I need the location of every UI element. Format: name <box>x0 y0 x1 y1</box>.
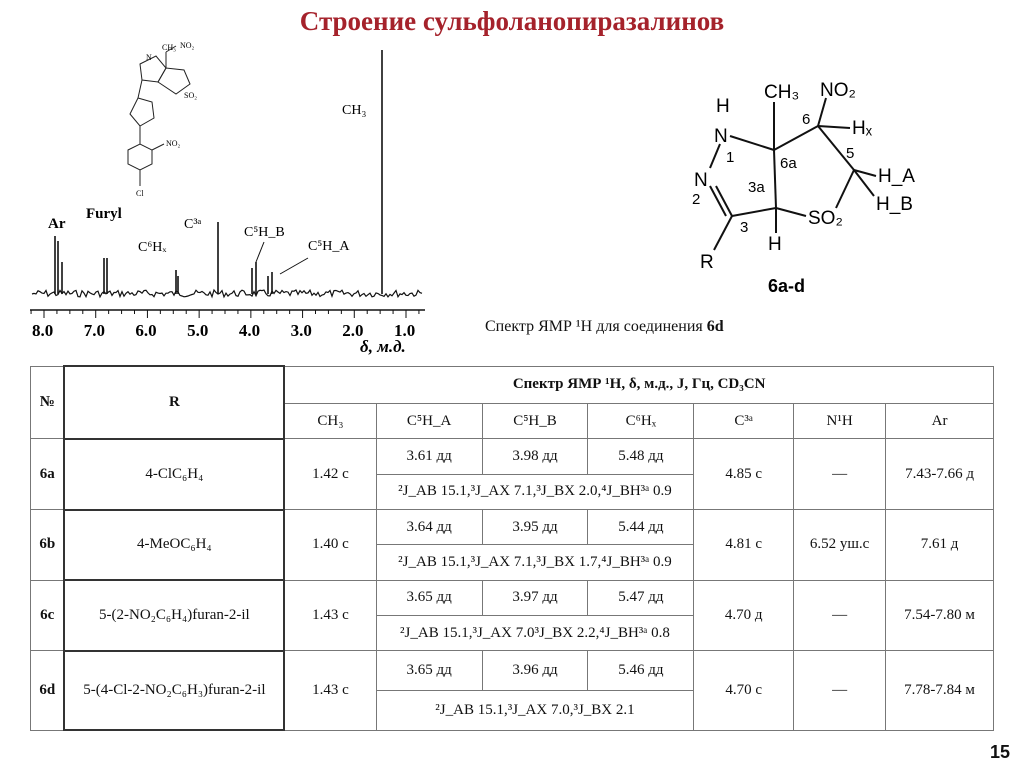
row-c3a: 4.85 с <box>694 439 794 510</box>
peak-label-ch3: CH₃ <box>342 103 367 118</box>
row-id: 6d <box>31 651 65 730</box>
table-row <box>31 510 994 545</box>
header-ch3: CH₃ <box>284 403 376 438</box>
row-c5hb: 3.95 дд <box>482 510 588 545</box>
row-coupling: ²J_AB 15.1,³J_AX 7.1,³J_BX 2.0,⁴J_BH³ᵃ 0.9 <box>376 474 694 509</box>
label-so2: SO₂ <box>808 208 843 229</box>
label-h-n1: H <box>716 96 730 117</box>
label-num6a: 6a <box>780 155 797 172</box>
row-ar: 7.61 д <box>886 510 994 581</box>
label-num1: 1 <box>726 149 735 166</box>
peak-label-c3a: C³ᵃ <box>184 217 202 232</box>
x-axis-tick-label: 6.0 <box>135 321 157 340</box>
label-hb: H_B <box>876 194 913 215</box>
row-c3a: 4.70 д <box>694 580 794 651</box>
x-axis-tick-label: 8.0 <box>32 321 54 340</box>
header-c6hx: C⁶Hₓ <box>588 403 694 438</box>
page-number: 15 <box>990 742 1011 762</box>
table-row <box>31 439 994 474</box>
inset-no2-label: NO₂ <box>180 41 195 50</box>
x-axis-tick-label: 1.0 <box>394 321 416 340</box>
header-group: Спектр ЯМР ¹H, δ, м.д., J, Гц, CD₃CN <box>284 366 993 403</box>
row-c3a: 4.70 с <box>694 651 794 730</box>
table-row <box>31 580 994 615</box>
label-n1: N <box>714 126 728 147</box>
row-coupling: ²J_AB 15.1,³J_AX 7.1,³J_BX 1.7,⁴J_BH³ᵃ 0.9 <box>376 545 694 580</box>
label-n2: N <box>694 170 708 191</box>
x-axis-ticks <box>31 310 419 318</box>
x-axis-tick-label: 5.0 <box>187 321 209 340</box>
row-c5ha: 3.64 дд <box>376 510 482 545</box>
label-no2: NO₂ <box>820 80 856 101</box>
header-ar: Ar <box>886 403 994 438</box>
row-ch3: 1.42 с <box>284 439 376 510</box>
row-c6hx: 5.44 дд <box>588 510 694 545</box>
spectrum-peaks <box>55 50 382 294</box>
row-c5hb: 3.96 дд <box>482 651 588 691</box>
label-num2: 2 <box>692 191 701 208</box>
row-c6hx: 5.47 дд <box>588 580 694 615</box>
label-hx: Hₓ <box>852 118 872 139</box>
row-coupling: ²J_AB 15.1,³J_AX 7.0,³J_BX 2.1 <box>376 690 694 730</box>
spectrum-baseline <box>32 290 422 297</box>
label-r: R <box>700 252 714 273</box>
label-num6: 6 <box>802 111 811 128</box>
row-r: 4-ClC₆H₄ <box>64 439 284 510</box>
x-axis-tick-label: 4.0 <box>238 321 261 340</box>
row-ar: 7.54-7.80 м <box>886 580 994 651</box>
row-n1h: 6.52 уш.с <box>794 510 886 581</box>
row-c5ha: 3.65 дд <box>376 580 482 615</box>
row-n1h: — <box>794 580 886 651</box>
row-coupling: ²J_AB 15.1,³J_AX 7.0³J_BX 2.2,⁴J_BH³ᵃ 0.8 <box>376 616 694 651</box>
nmr-spectrum <box>0 36 440 366</box>
header-r: R <box>64 366 284 439</box>
x-axis-tick-label: 7.0 <box>83 321 105 340</box>
peak-label-ar: Ar <box>48 216 66 232</box>
row-c5hb: 3.97 дд <box>482 580 588 615</box>
label-ch3: CH₃ <box>764 82 800 103</box>
x-axis-tick-label: 2.0 <box>342 321 364 340</box>
peak-label-c6hx: C⁶Hₓ <box>138 240 167 255</box>
row-c6hx: 5.48 дд <box>588 439 694 474</box>
row-c6hx: 5.46 дд <box>588 651 694 691</box>
header-num: № <box>31 366 65 439</box>
row-id: 6b <box>31 510 65 581</box>
slide-title: Строение сульфоланопиразалинов <box>299 6 725 36</box>
row-r: 4-MeOC₆H₄ <box>64 510 284 581</box>
peak-label-furyl: Furyl <box>86 206 122 222</box>
inset-ch3-label: CH₃ <box>162 43 176 52</box>
header-c5ha: C⁵H_A <box>376 403 482 438</box>
inset-cl-label: Cl <box>136 189 144 198</box>
label-ha: H_A <box>878 166 915 187</box>
table-row <box>31 651 994 691</box>
row-ch3: 1.40 с <box>284 510 376 581</box>
row-c5ha: 3.65 дд <box>376 651 482 691</box>
row-r: 5-(4-Cl-2-NO₂C₆H₃)furan-2-il <box>64 651 284 730</box>
caption-compound: 6d <box>706 318 724 335</box>
inset-no2-ring-label: NO₂ <box>166 139 181 148</box>
x-axis-tick-label: 3.0 <box>290 321 312 340</box>
header-c5hb: C⁵H_B <box>482 403 588 438</box>
caption-text: Спектр ЯМР ¹H для соединения <box>485 318 707 335</box>
peak-label-c5hb: C⁵H_B <box>244 225 285 240</box>
header-c3a: C³ᵃ <box>694 403 794 438</box>
row-c3a: 4.81 с <box>694 510 794 581</box>
inset-n-label: N <box>146 53 152 62</box>
inset-structure <box>128 46 190 186</box>
row-ar: 7.43-7.66 д <box>886 439 994 510</box>
label-compound: 6a-d <box>768 276 806 296</box>
row-ch3: 1.43 с <box>284 651 376 730</box>
structure-diagram <box>670 78 970 298</box>
nmr-data-table <box>30 365 994 731</box>
inset-so2-label: SO₂ <box>184 91 198 100</box>
label-h-3a: H <box>768 234 782 255</box>
label-num5: 5 <box>846 145 855 162</box>
header-n1h: N¹H <box>794 403 886 438</box>
row-ch3: 1.43 с <box>284 580 376 651</box>
row-r: 5-(2-NO₂C₆H₄)furan-2-il <box>64 580 284 651</box>
row-n1h: — <box>794 439 886 510</box>
peak-label-c5ha: C⁵H_A <box>308 239 350 254</box>
label-num3: 3 <box>740 219 749 236</box>
label-num3a: 3a <box>748 179 765 196</box>
x-axis-label: δ, м.д. <box>360 337 406 356</box>
row-id: 6c <box>31 580 65 651</box>
row-n1h: — <box>794 651 886 730</box>
row-c5ha: 3.61 дд <box>376 439 482 474</box>
spectrum-caption <box>485 318 724 336</box>
row-ar: 7.78-7.84 м <box>886 651 994 730</box>
row-id: 6a <box>31 439 65 510</box>
row-c5hb: 3.98 дд <box>482 439 588 474</box>
